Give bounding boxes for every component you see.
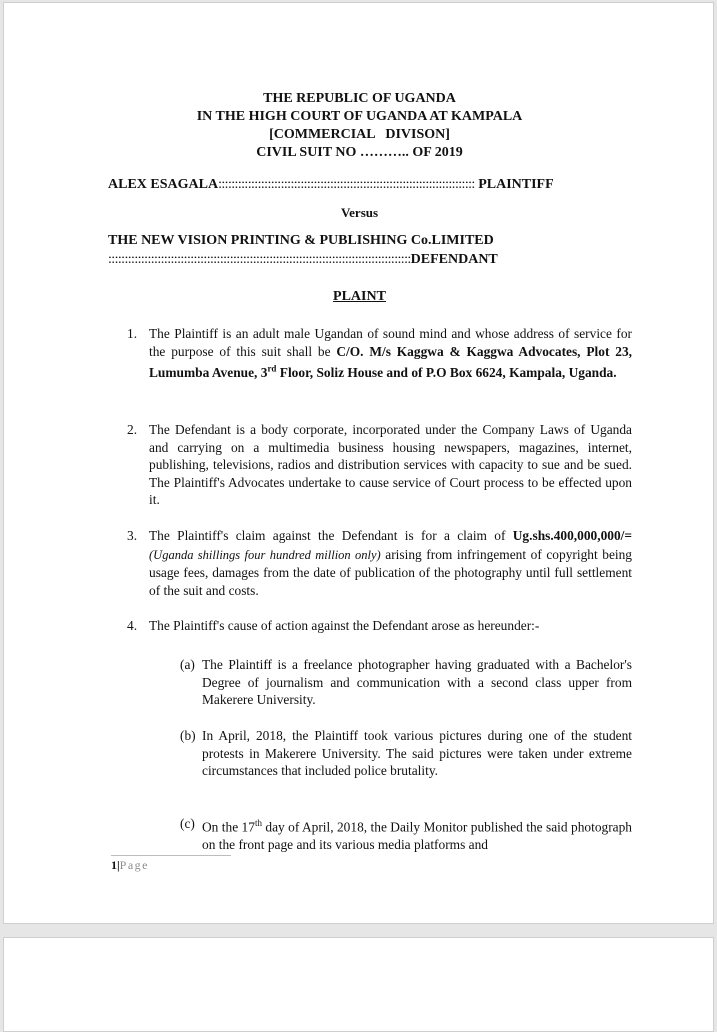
paragraph-number: 4. bbox=[127, 618, 138, 633]
heading-division: [COMMERCIAL DIVISON] bbox=[269, 127, 450, 142]
page-footer bbox=[111, 855, 231, 873]
plaint-title: PLAINT bbox=[333, 289, 386, 304]
paragraph-4: 4. The Plaintiff's cause of action against the Defendant arose as hereunder:- bbox=[127, 618, 540, 633]
subparagraph-number: (a) bbox=[180, 657, 195, 672]
subparagraph-number: (c) bbox=[180, 816, 195, 831]
page-label: Page bbox=[119, 858, 149, 872]
document-page-1 bbox=[3, 2, 714, 924]
paragraph-number: 1. bbox=[127, 326, 138, 341]
subparagraph-number: (b) bbox=[180, 728, 196, 743]
paragraph-number: 3. bbox=[127, 528, 138, 543]
defendant-role: DEFENDANT bbox=[410, 252, 498, 267]
advocates-address: C/O. M/s Kaggwa & Kaggwa Advocates, Plot 23, Lumumba Avenue, 3rd Floor, Soliz House and of P.O Box 6624, Kampala, Uganda. bbox=[149, 343, 632, 380]
defendant-role-line bbox=[108, 252, 498, 268]
plaintiff-role: PLAINTIFF bbox=[478, 177, 554, 192]
page-separator: | bbox=[117, 858, 120, 872]
paragraph-1: 1. The Plaintiff is an adult male Ugandan of sound mind and whose address of service for the purpose of this suit shall be C/O. M/s Kaggwa & Kaggwa Advocates, Plot 23, Lumumba Avenue, 3rd Floor, Soliz House and of P.O Box 6624, Kampala, Uganda. bbox=[127, 326, 632, 380]
subparagraph-c: (c) On the 17th day of April, 2018, the Daily Monitor published the said photograph on the front page and its various media platforms and bbox=[180, 816, 633, 853]
subparagraph-b: (b) In April, 2018, the Plaintiff took various pictures during one of the student protests in Makerere University. The said pictures were taken under extreme circumstances that included police brutality. bbox=[180, 728, 632, 779]
page-number: 1 bbox=[111, 858, 117, 872]
heading-suit-number: CIVIL SUIT NO ……….. OF 2019 bbox=[256, 145, 463, 160]
plaintiff-line bbox=[108, 177, 554, 193]
paragraph-2: 2. The Defendant is a body corporate, incorporated under the Company Laws of Uganda and carrying on a multimedia business housing newspapers, magazines, internet, publishing, televisions, radios and distribution services with capacity to sue and be sued. The Plaintiff's Advocates undertake to cause service of Court process to be effected upon it. bbox=[127, 422, 632, 508]
paragraph-3: 3. The Plaintiff's claim against the Defendant is for a claim of Ug.shs.400,000,000/= (Uganda shillings four hundred million only) arising from infringement of copyright being usage fees, damages from the date of publication of the photography until full settlement of the suit and costs. bbox=[127, 528, 632, 598]
court-heading bbox=[4, 90, 715, 162]
defendant-dots: :::::::::::::::::::::::::::::::::::::::::::::::::::::::::::::::::::::::::::::::::::::::::::: bbox=[108, 252, 411, 267]
subparagraph-a: (a) The Plaintiff is a freelance photographer having graduated with a Bachelor's Degree of journalism and communication with a second class upper from Makerere University. bbox=[180, 657, 632, 708]
heading-republic: THE REPUBLIC OF UGANDA bbox=[263, 91, 456, 106]
defendant-name: THE NEW VISION PRINTING & PUBLISHING Co.LIMITED bbox=[108, 233, 494, 248]
paragraph-number: 2. bbox=[127, 422, 138, 437]
heading-court: IN THE HIGH COURT OF UGANDA AT KAMPALA bbox=[196, 109, 523, 124]
plaintiff-name: ALEX ESAGALA bbox=[108, 177, 219, 192]
plaintiff-dots: :::::::::::::::::::::::::::::::::::::::::::::::::::::::::::::::::::::::::::::: bbox=[218, 177, 475, 192]
claim-amount-words: (Uganda shillings four hundred million only) bbox=[149, 547, 381, 562]
versus-label: Versus bbox=[340, 205, 379, 220]
document-page-2 bbox=[3, 937, 714, 1032]
claim-amount: Ug.shs.400,000,000/= bbox=[512, 528, 632, 543]
